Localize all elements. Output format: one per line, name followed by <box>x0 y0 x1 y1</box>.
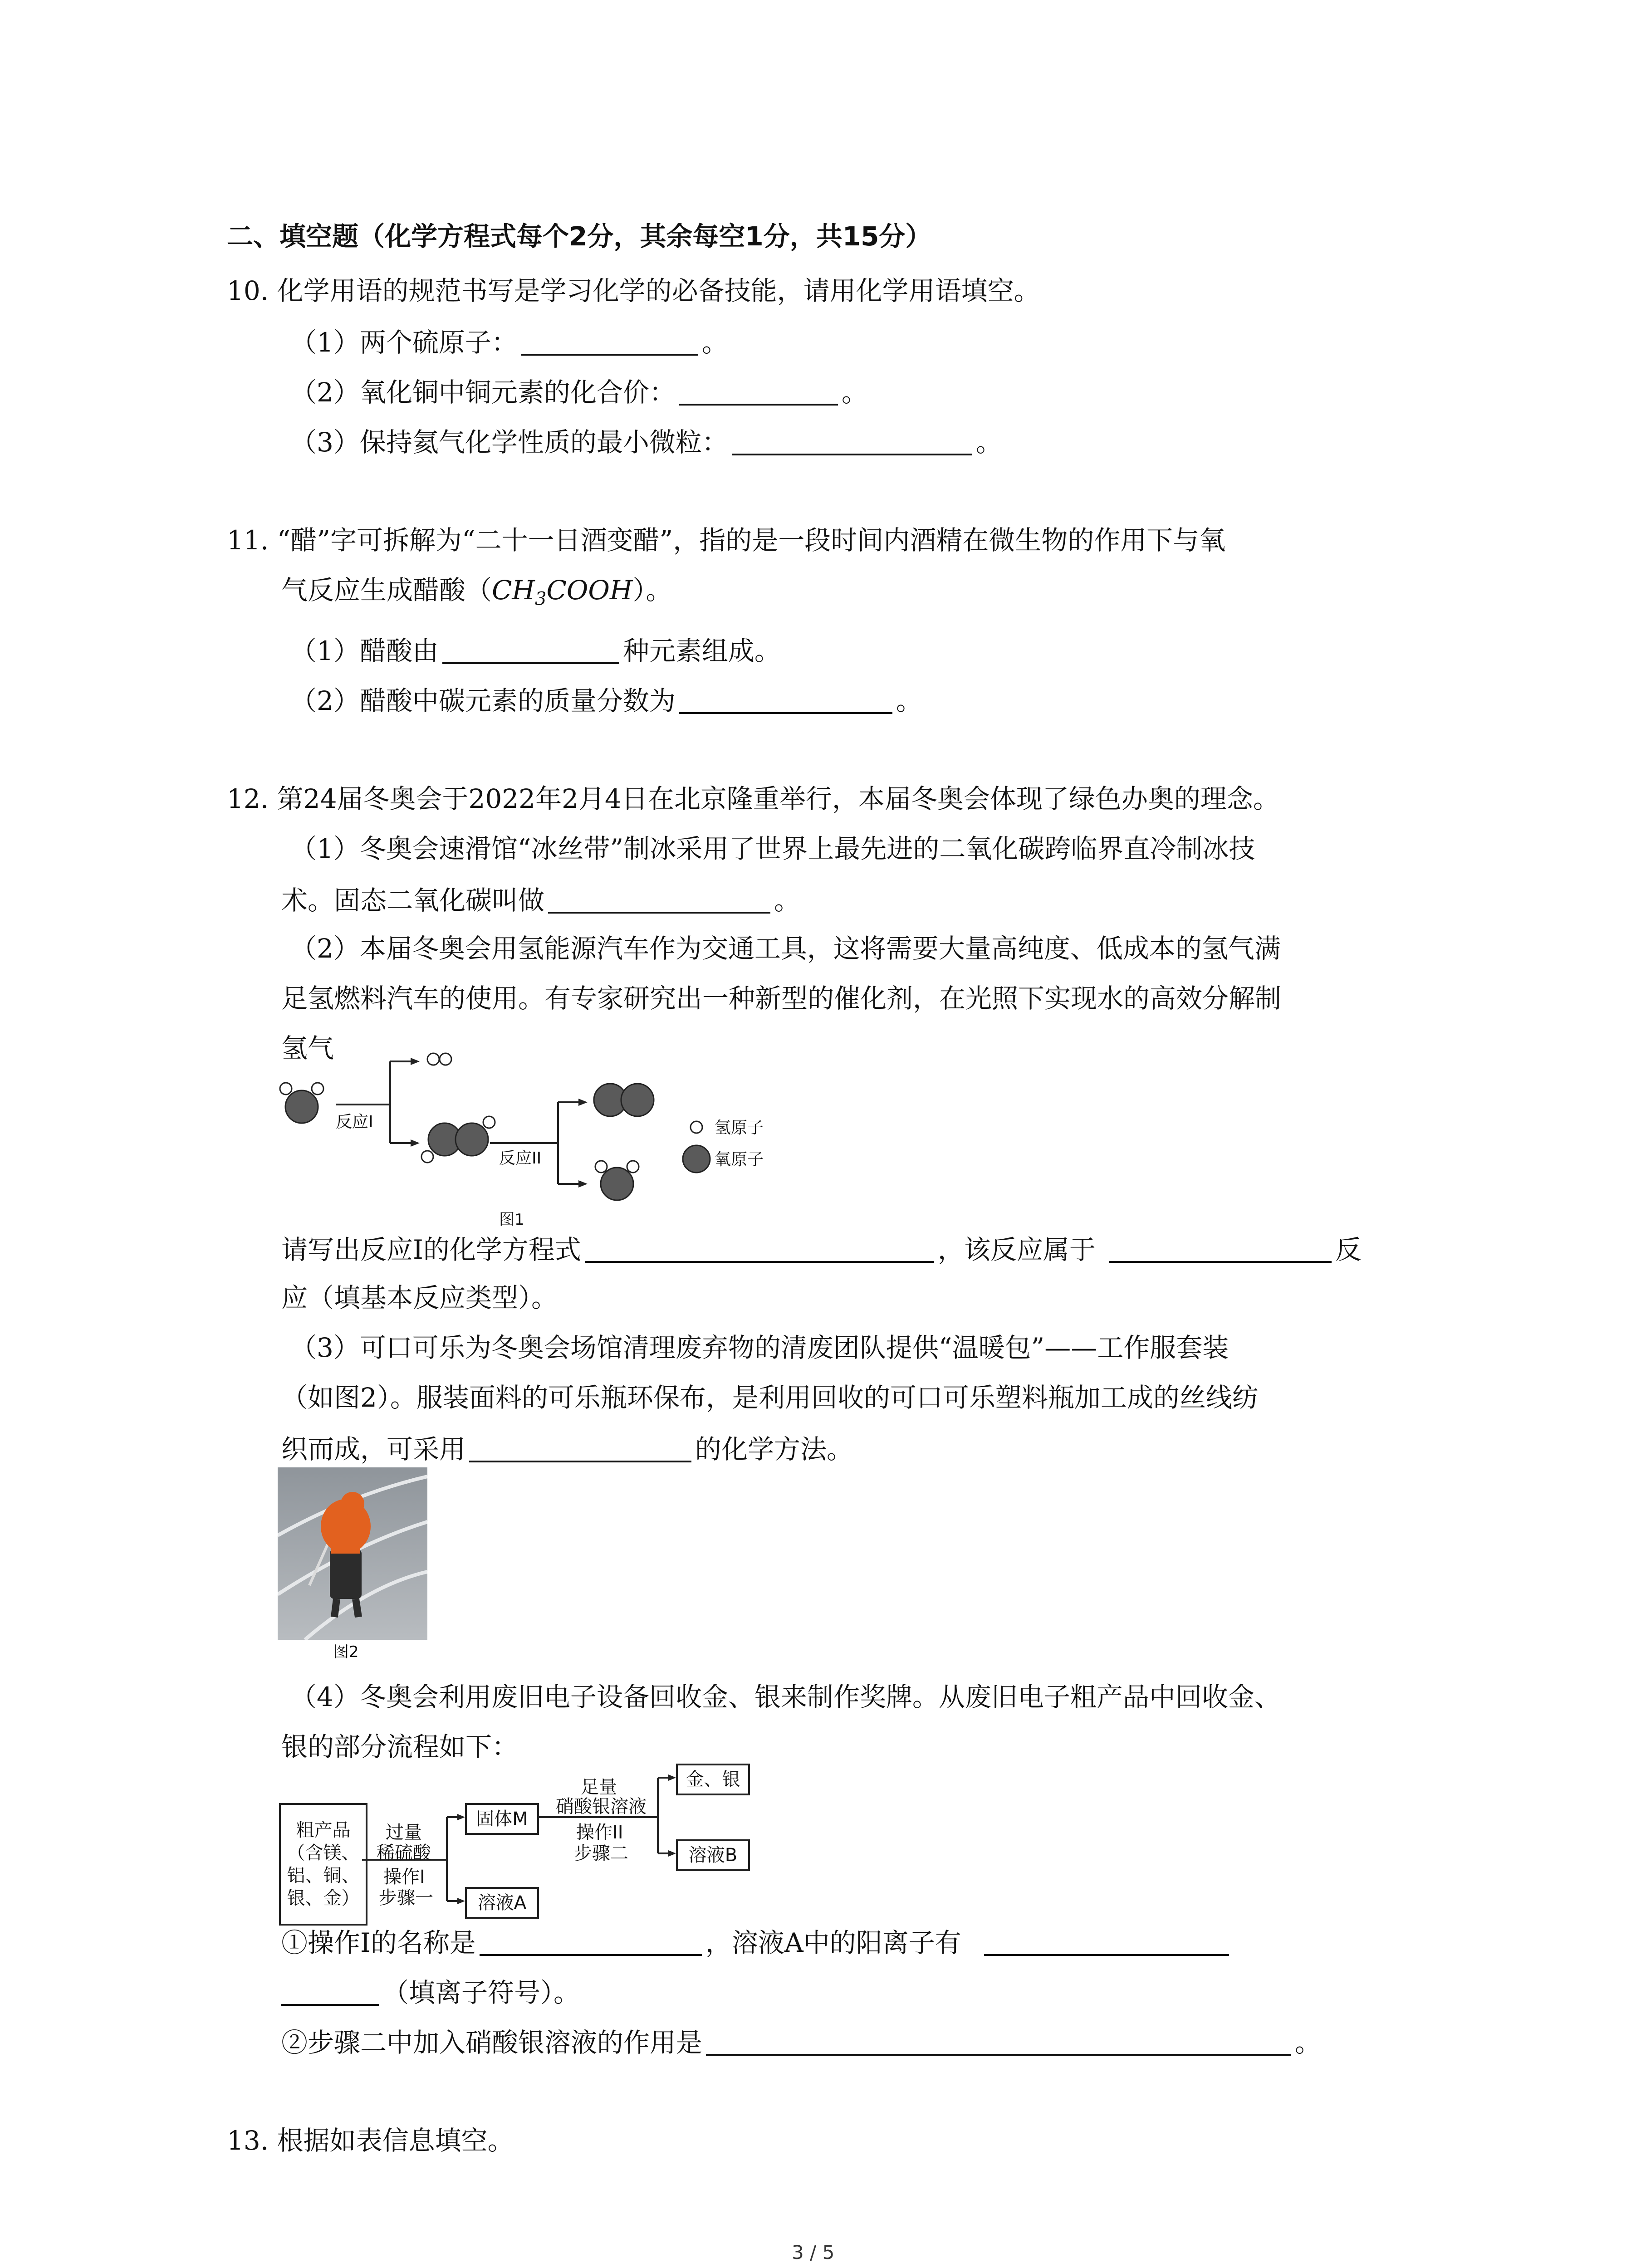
hydrogen-legend-label: 氢原子 <box>715 1119 764 1137</box>
step1-reagent-2: 稀硫酸 <box>377 1843 431 1863</box>
q12-p1-line2: 术。固态二氧化碳叫做 。 <box>281 885 801 916</box>
crude-product-box: 粗产品（含镁、铝、铜、银、金） <box>279 1803 367 1926</box>
water-decomposition-diagram <box>272 1039 817 1229</box>
answer-blank[interactable] <box>706 2028 1291 2056</box>
q12-p4-line2: 银的部分流程如下： <box>281 1731 519 1762</box>
answer-blank[interactable] <box>679 686 892 714</box>
q12-p4-question1-line1: ①操作Ⅰ的名称是 ，溶液A中的阳离子有 <box>281 1928 1233 1956</box>
answer-blank[interactable] <box>521 327 698 356</box>
q12-p4-question1-line2: （填离子符号）。 <box>281 1978 580 2006</box>
answer-blank[interactable] <box>984 1928 1229 1956</box>
q11-stem-line1: 11. “醋”字可拆解为“二十一日酒变醋”，指的是一段时间内酒精在微生物的作用下与氧 <box>227 525 1226 556</box>
water-product-molecule <box>595 1161 639 1200</box>
q11-stem-line2: 气反应生成醋酸$(CH_3COOH)$。 <box>281 575 672 610</box>
hydrogen-atom-legend-icon <box>691 1121 702 1133</box>
acetic-acid-formula: $CH_3COOH$ <box>492 575 633 610</box>
reaction2-label: 反应II <box>499 1149 542 1168</box>
solution-a-box: 溶液A <box>465 1887 539 1919</box>
q11-part2: （2）醋酸中碳元素的质量分数为 。 <box>290 685 922 716</box>
q12-p3-line2: （如图2）。服装面料的可乐瓶环保布，是利用回收的可口可乐塑料瓶加工成的丝线纺 <box>281 1382 1259 1413</box>
q12-p2-question-line2: 应（填基本反应类型）。 <box>281 1282 558 1313</box>
q12-p2-line3: 氢气 <box>281 1033 334 1064</box>
answer-blank[interactable] <box>480 1928 702 1956</box>
q10-stem: 10. 化学用语的规范书写是学习化学的必备技能，请用化学用语填空。 <box>227 275 1040 306</box>
step1-operation: 操作I <box>383 1867 425 1887</box>
section-heading: 二、填空题（化学方程式每个2分，其余每空1分，共15分） <box>227 221 932 252</box>
answer-blank[interactable] <box>281 1978 379 2006</box>
answer-blank[interactable] <box>679 377 838 406</box>
answer-blank[interactable] <box>469 1434 691 1462</box>
figure2-caption: 图2 <box>333 1643 359 1661</box>
q12-p1-line1: （1）冬奥会速滑馆“冰丝带”制冰采用了世界上最先进的二氧化碳跨临界直冷制冰技 <box>290 833 1255 864</box>
q10-part2: （2）氧化铜中铜元素的化合价： 。 <box>290 377 868 408</box>
reaction1-label: 反应I <box>336 1113 373 1131</box>
figure1-caption: 图1 <box>499 1211 524 1229</box>
step2-label: 步骤二 <box>574 1843 628 1864</box>
q12-p4-question2: ②步骤二中加入硝酸银溶液的作用是 。 <box>281 2027 1322 2058</box>
worker-photo <box>278 1467 427 1640</box>
step2-operation: 操作II <box>576 1822 623 1843</box>
q13-stem: 13. 根据如表信息填空。 <box>227 2125 514 2156</box>
hydrogen-peroxide-molecule <box>421 1116 495 1163</box>
q12-p2-line2: 足氢燃料汽车的使用。有专家研究出一种新型的催化剂，在光照下实现水的高效分解制 <box>281 983 1282 1014</box>
flowchart-arrows <box>277 1760 776 1923</box>
page-number: 3 / 5 <box>792 2241 835 2263</box>
answer-blank[interactable] <box>548 885 770 914</box>
step2-reagent-1: 足量 <box>581 1777 617 1798</box>
oxygen-atom-legend-icon <box>683 1145 710 1173</box>
q10-part3: （3）保持氦气化学性质的最小微粒： 。 <box>290 427 1002 458</box>
step1-reagent-1: 过量 <box>386 1822 422 1843</box>
step2-reagent-2: 硝酸银溶液 <box>556 1796 647 1817</box>
answer-blank[interactable] <box>1109 1235 1332 1263</box>
q10-part1: （1）两个硫原子： 。 <box>290 327 728 358</box>
answer-blank[interactable] <box>442 636 619 664</box>
q12-p2-line1: （2）本届冬奥会用氢能源汽车作为交通工具，这将需要大量高纯度、低成本的氢气满 <box>290 933 1281 964</box>
solid-m-box: 固体M <box>465 1803 539 1835</box>
answer-blank[interactable] <box>732 427 972 455</box>
water-molecule <box>280 1083 323 1123</box>
q12-p3-line3: 织而成，可采用 的化学方法。 <box>281 1434 853 1465</box>
oxygen-legend-label: 氧原子 <box>715 1150 764 1169</box>
answer-blank[interactable] <box>585 1235 934 1263</box>
step1-label: 步骤一 <box>379 1887 433 1908</box>
q12-stem: 12. 第24届冬奥会于2022年2月4日在北京隆重举行，本届冬奥会体现了绿色办奥的理念。 <box>227 783 1279 814</box>
solution-b-box: 溶液B <box>676 1839 750 1871</box>
oxygen-molecule <box>594 1084 654 1116</box>
q11-part1: （1）醋酸由 种元素组成。 <box>290 635 781 666</box>
q12-p3-line1: （3）可口可乐为冬奥会场馆清理废弃物的清废团队提供“温暖包”——工作服套装 <box>290 1332 1229 1363</box>
q12-p4-line1: （4）冬奥会利用废旧电子设备回收金、银来制作奖牌。从废旧电子粗产品中回收金、 <box>290 1681 1281 1712</box>
q12-p2-question-line1: 请写出反应Ⅰ的化学方程式 ，该反应属于 反 <box>281 1234 1362 1265</box>
gold-silver-box: 金、银 <box>676 1764 750 1795</box>
recovery-flowchart <box>277 1760 776 1923</box>
hydrogen-molecule <box>427 1053 451 1065</box>
